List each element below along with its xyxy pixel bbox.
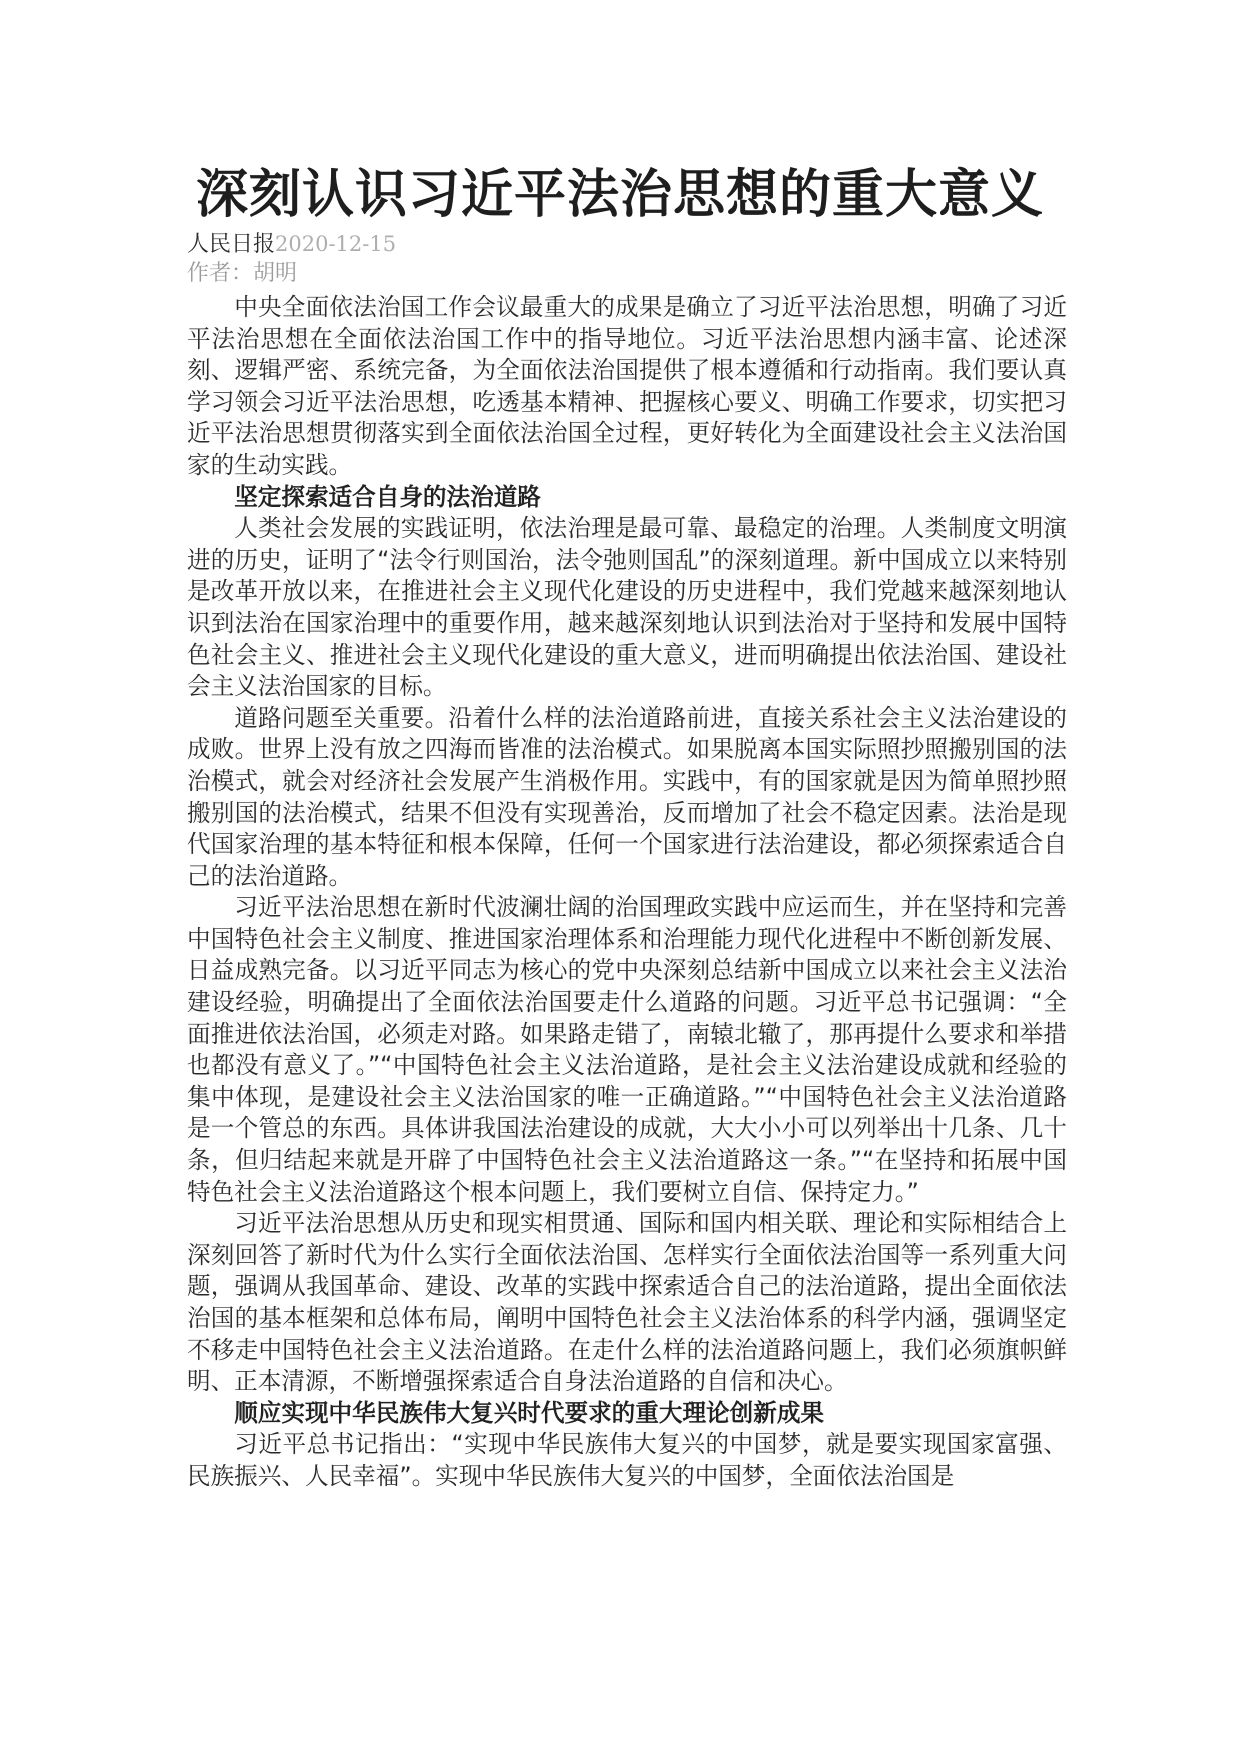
article-body: [187, 292, 1067, 1493]
body-paragraph-5: 习近平法治思想从历史和现实相贯通、国际和国内相关联、理论和实际相结合上深刻回答了新时代为什么实行全面依法治国、怎样实行全面依法治国等一系列重大问题，强调从我国革命、建设、改革的实践中探索适合自己的法治道路，提出全面依法治国的基本框架和总体布局，阐明中国特色社会主义法治体系的科学内涵，强调坚定不移走中国特色社会主义法治道路。在走什么样的法治道路问题上，我们必须旗帜鲜明、正本清源，不断增强探索适合自身法治道路的自信和决心。: [187, 1209, 1067, 1396]
article-date: 2020-12-15: [275, 232, 397, 256]
body-paragraph-2: 人类社会发展的实践证明，依法治理是最可靠、最稳定的治理。人类制度文明演进的历史，证明了“法令行则国治，法令弛则国乱”的深刻道理。新中国成立以来特别是改革开放以来，在推进社会主义现代化建设的历史进程中，我们党越来越深刻地认识到法治在国家治理中的重要作用，越来越深刻地认识到法治对于坚持和发展中国特色社会主义、推进社会主义现代化建设的重大意义，进而明确提出依法治国、建设社会主义法治国家的目标。: [187, 514, 1067, 701]
body-paragraph-6: 习近平总书记指出：“实现中华民族伟大复兴的中国梦，就是要实现国家富强、民族振兴、人民幸福”。实现中华民族伟大复兴的中国梦，全面依法治国是: [187, 1430, 1067, 1490]
body-paragraph-4: 习近平法治思想在新时代波澜壮阔的治国理政实践中应运而生，并在坚持和完善中国特色社会主义制度、推进国家治理体系和治理能力现代化进程中不断创新发展、日益成熟完备。以习近平同志为核心的党中央深刻总结新中国成立以来社会主义法治建设经验，明确提出了全面依法治国要走什么道路的问题。习近平总书记强调：“全面推进依法治国，必须走对路。如果路走错了，南辕北辙了，那再提什么要求和举措也都没有意义了。”“中国特色社会主义法治道路，是社会主义法治建设成就和经验的集中体现，是建设社会主义法治国家的唯一正确道路。”“中国特色社会主义法治道路是一个管总的东西。具体讲我国法治建设的成就，大大小小可以列举出十几条、几十条，但归结起来就是开辟了中国特色社会主义法治道路这一条。”“在坚持和拓展中国特色社会主义法治道路这个根本问题上，我们要树立自信、保持定力。”: [187, 893, 1067, 1206]
section-heading-2: 顺应实现中华民族伟大复兴时代要求的重大理论创新成果: [234, 1398, 825, 1427]
section-heading-1: 坚定探索适合自身的法治道路: [234, 482, 541, 511]
article-source-line: [187, 228, 1067, 261]
article-author: 作者：胡明: [187, 261, 298, 286]
body-paragraph-3: 道路问题至关重要。沿着什么样的法治道路前进，直接关系社会主义法治建设的成败。世界上没有放之四海而皆准的法治模式。如果脱离本国实际照抄照搬别国的法治模式，就会对经济社会发展产生消极作用。实践中，有的国家就是因为简单照抄照搬别国的法治模式，结果不但没有实现善治，反而增加了社会不稳定因素。法治是现代国家治理的基本特征和根本保障，任何一个国家进行法治建设，都必须探索适合自己的法治道路。: [187, 703, 1067, 890]
body-paragraph-1: 中央全面依法治国工作会议最重大的成果是确立了习近平法治思想，明确了习近平法治思想在全面依法治国工作中的指导地位。习近平法治思想内涵丰富、论述深刻、逻辑严密、系统完备，为全面依法治国提供了根本遵循和行动指南。我们要认真学习领会习近平法治思想，吃透基本精神、把握核心要义、明确工作要求，切实把习近平法治思想贯彻落实到全面依法治国全过程，更好转化为全面建设社会主义法治国家的生动实践。: [187, 293, 1067, 479]
article-source: 人民日报: [187, 232, 276, 257]
article-title: 深刻认识习近平法治思想的重大意义: [195, 165, 1044, 225]
